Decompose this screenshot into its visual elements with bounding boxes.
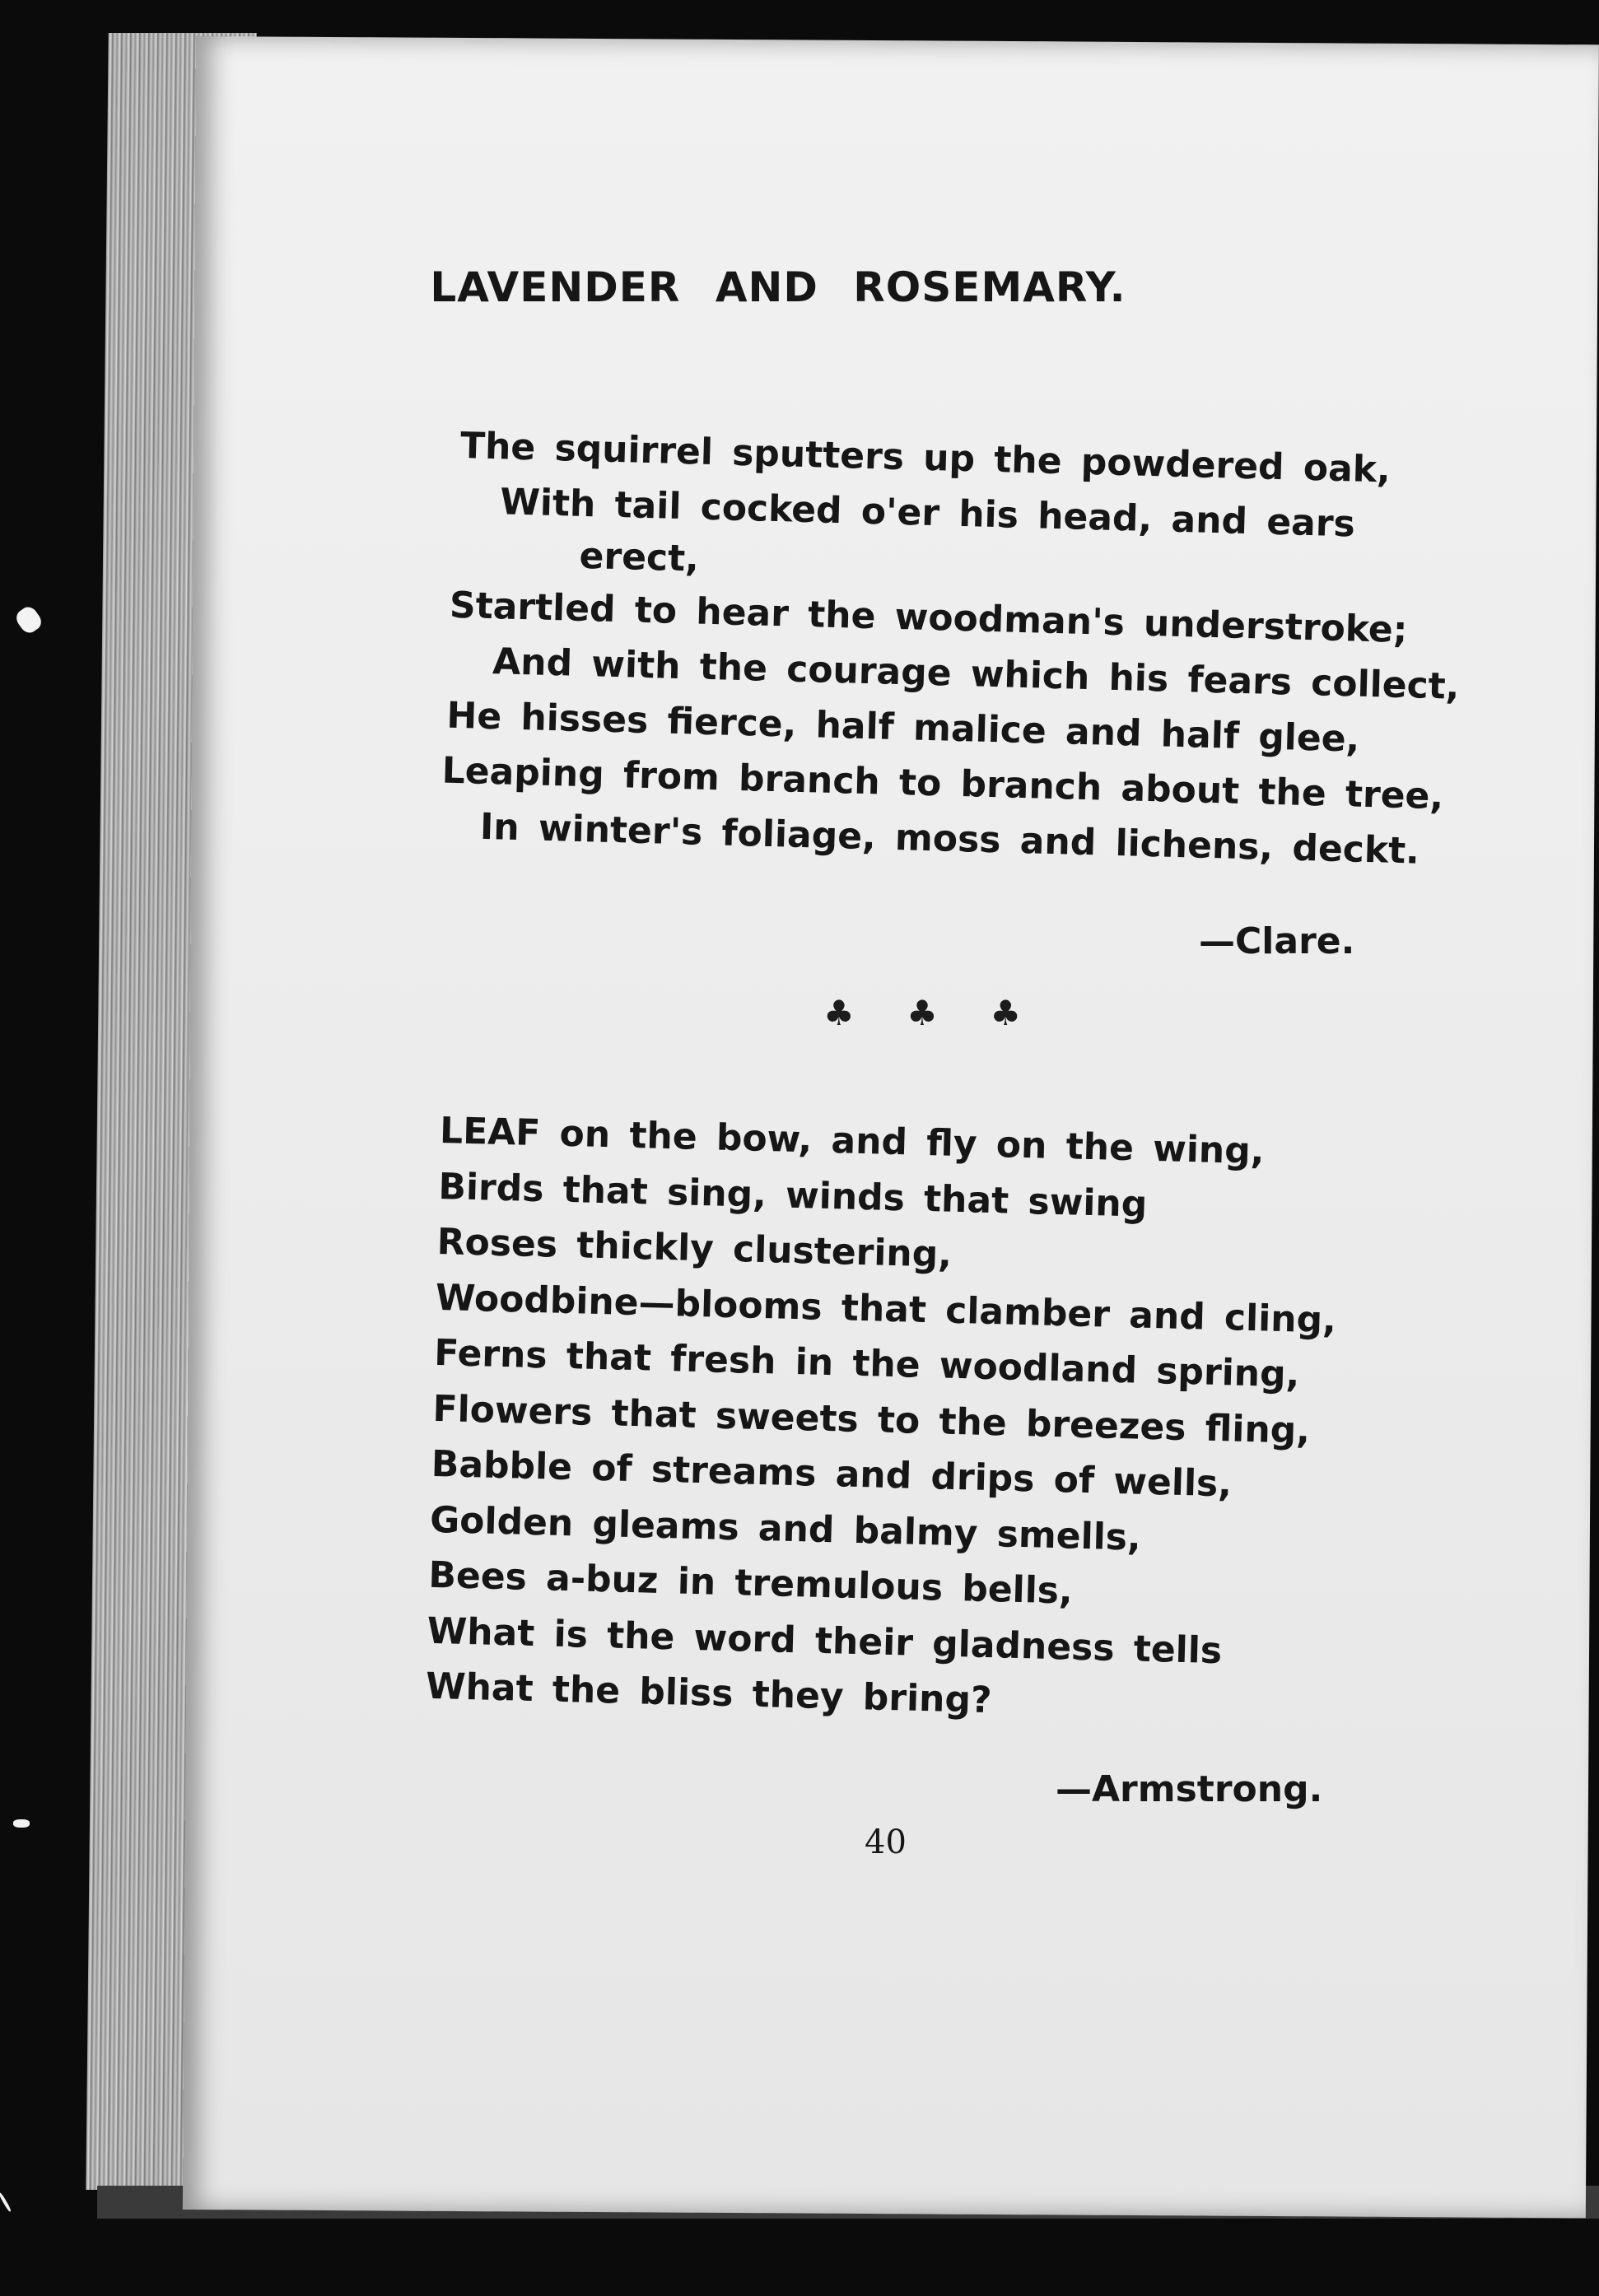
scan-speck <box>13 603 45 636</box>
clover-ornament-icon: ♣ <box>990 993 1021 1033</box>
poem-line: And with the courage which his fears collect, <box>492 640 1461 708</box>
poem-line: erect, <box>579 534 700 580</box>
section-ornament <box>823 993 1021 1033</box>
poem-line: Golden gleams and balmy smells, <box>429 1498 1142 1559</box>
page-title: LAVENDER AND ROSEMARY. <box>430 263 1126 311</box>
poem-line: What the bliss they bring? <box>425 1665 993 1722</box>
scan-speck <box>0 2192 12 2213</box>
poem-clare <box>441 418 1466 880</box>
clover-ornament-icon: ♣ <box>907 993 938 1033</box>
poem-line: Babble of streams and drips of wells, <box>431 1442 1233 1506</box>
poem-attribution: —Armstrong. <box>1056 1768 1323 1810</box>
poem-line: Ferns that fresh in the woodland spring, <box>433 1331 1300 1396</box>
poem-line: The squirrel sputters up the powdered oak, <box>459 424 1392 491</box>
poem-line: Roses thickly clustering, <box>436 1220 953 1276</box>
poem-attribution: —Clare. <box>1199 920 1355 962</box>
poem-line: He hisses fierce, half malice and half glee, <box>445 694 1360 761</box>
page-number: 40 <box>865 1823 907 1861</box>
poem-line: Bees a-buz in tremulous bells, <box>427 1553 1074 1613</box>
poem-armstrong <box>425 1103 1341 1737</box>
poem-line: Leaping from branch to branch about the tree, <box>441 749 1444 818</box>
poem-line: Woodbine—blooms that clamber and cling, <box>435 1276 1337 1342</box>
poem-line: Birds that sing, winds that swing <box>437 1165 1148 1226</box>
scan-speck <box>13 1819 30 1828</box>
poem-line: In winter's foliage, moss and lichens, deckt. <box>479 805 1420 873</box>
poem-line: With tail cocked o'er his head, and ears <box>499 481 1356 546</box>
poem-line: Startled to hear the woodman's understroke; <box>449 584 1408 652</box>
clover-ornament-icon: ♣ <box>823 993 855 1033</box>
poem-line: LEAF on the bow, and fly on the wing, <box>439 1109 1266 1173</box>
poem-line: What is the word their gladness tells <box>427 1609 1223 1672</box>
poem-line: Flowers that sweets to the breezes fling, <box>431 1387 1311 1452</box>
